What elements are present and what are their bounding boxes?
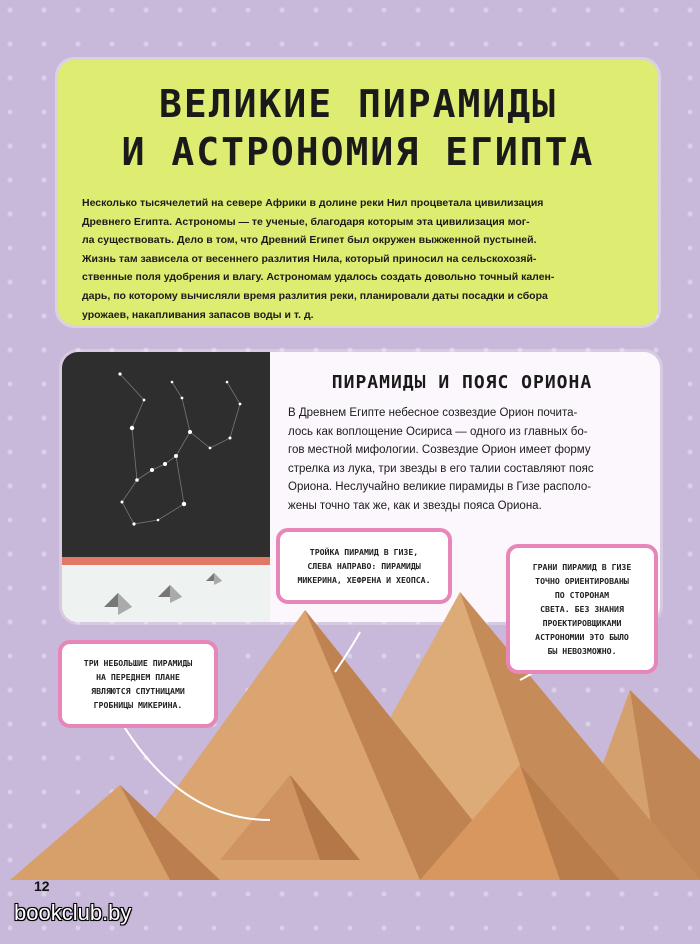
intro-line: дарь, по которому вычисляли время разлития реки, планировали даты посадки и сбора [82,289,548,302]
orion-paragraph [288,404,640,515]
callout-line: АСТРОНОМИИ ЭТО БЫЛО [535,632,629,642]
intro-line: ла существовать. Дело в том, что Древний Египет был окружен выжженной пустыней. [82,234,537,247]
intro-line: Древнего Египта. Астрономы — те ученые, благодаря которым эта цивилизация мог- [82,215,530,228]
callout-line: НА ПЕРЕДНЕМ ПЛАНЕ [96,672,180,682]
watermark: bookclub.by [14,900,132,925]
orion-line: стрелка из лука, три звезды в его талии составляют пояс [288,462,594,475]
callout-line: СЛЕВА НАПРАВО: ПИРАМИДЫ [307,561,421,571]
orion-line: жены точно так же, как и звезды пояса Ориона. [288,499,542,512]
intro-line: Жизнь там зависела от весеннего разлития Нила, который приносил на сельскохозяй- [82,252,537,265]
orion-constellation-illustration [62,352,270,557]
intro-line: ственные поля удобрения и влагу. Астрономам удалось создать довольно точный кален- [82,271,555,284]
orion-section-title: ПИРАМИДЫ И ПОЯС ОРИОНА [331,372,593,393]
callout-line: ПРОЕКТИРОВЩИКАМИ [542,618,622,628]
callout-line: ТОЧНО ОРИЕНТИРОВАНЫ [535,576,629,586]
callout-line: ГРОБНИЦЫ МИКЕРИНА. [93,700,183,710]
callout-line: СВЕТА. БЕЗ ЗНАНИЯ [540,604,624,614]
callout-giza-triad [276,528,452,604]
page-title-line-2: И АСТРОНОМИЯ ЕГИПТА [121,130,595,174]
intro-box [58,60,658,325]
intro-line: урожаев, накапливания запасов воды и т. д. [82,308,314,321]
constellation-svg [62,352,270,557]
page-title-line-1: ВЕЛИКИЕ ПИРАМИДЫ [158,82,558,126]
callout-line: БЫ НЕВОЗМОЖНО. [547,646,617,656]
callout-line: ПО СТОРОНАМ [554,590,610,600]
callout-line: ТРИ НЕБОЛЬШИЕ ПИРАМИДЫ [83,658,193,668]
horizon-band [62,557,270,565]
callout-line: ГРАНИ ПИРАМИД В ГИЗЕ [532,562,632,572]
orion-line: гов местной мифологии. Созвездие Орион имеет форму [288,444,591,456]
callout-pyramid-faces [506,544,658,674]
orion-line: лось как воплощение Осириса — одного из главных бо- [288,425,588,438]
callout-line: ЯВЛЯЮТСЯ СПУТНИЦАМИ [91,686,185,696]
page-number: 12 [34,878,50,894]
callout-line: ТРОЙКА ПИРАМИД В ГИЗЕ, [309,547,419,557]
orion-line: В Древнем Египте небесное созвездие Орион почита- [288,407,578,419]
orion-line: Ориона. Неслучайно великие пирамиды в Гизе располо- [288,481,592,493]
callout-line: МИКЕРИНА, ХЕФРЕНА И ХЕОПСА. [297,575,431,585]
callout-small-pyramids [58,640,218,728]
intro-line: Несколько тысячелетий на севере Африки в долине реки Нил процветала цивилизация [82,197,544,209]
intro-paragraph [82,194,642,324]
